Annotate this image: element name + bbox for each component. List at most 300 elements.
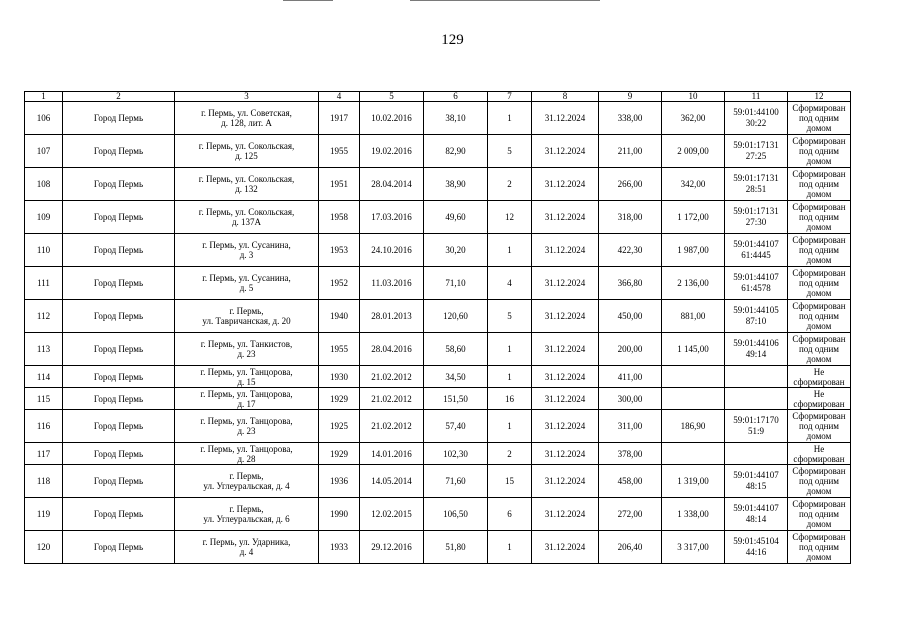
area-col9-line: 318,00 — [617, 212, 643, 222]
area-col10-line: 2 009,00 — [677, 146, 709, 156]
cadastral-number-line: 59:01:17131 — [733, 140, 779, 150]
area-value — [424, 388, 488, 410]
residents-count — [488, 388, 532, 410]
city-name-line: Город Пермь — [93, 476, 144, 486]
city-name — [63, 388, 175, 410]
area-value-line: 38,90 — [445, 179, 466, 189]
city-name-line: Город Пермь — [93, 393, 144, 404]
residents-count-line: 2 — [507, 179, 512, 189]
area-value — [424, 267, 488, 300]
build-year — [319, 267, 360, 300]
address-line: д. 28 — [237, 453, 256, 464]
row-number — [25, 531, 63, 564]
area-value — [424, 366, 488, 388]
address-line: г. Пермь, ул. Сусанина, — [202, 240, 291, 250]
city-name — [63, 267, 175, 300]
register-table — [24, 91, 851, 564]
cadastral-number-line: 27:30 — [745, 217, 767, 227]
area-col10 — [662, 201, 725, 234]
address-line: г. Пермь, ул. Сокольская, — [198, 174, 295, 184]
build-year — [319, 366, 360, 388]
area-col9 — [599, 102, 662, 135]
build-year-line: 1958 — [330, 212, 348, 222]
land-status — [788, 333, 851, 366]
table-row — [25, 102, 851, 135]
row-number-line: 115 — [36, 393, 51, 404]
cadastral-number — [725, 300, 788, 333]
cadastral-number-line: 48:14 — [745, 514, 767, 524]
row-number-line: 106 — [36, 113, 51, 123]
land-status-line: домом — [806, 288, 832, 298]
residents-count-line: 12 — [505, 212, 514, 222]
land-status-line: Сформирован — [792, 499, 846, 509]
area-value-line: 82,90 — [445, 146, 466, 156]
area-col9-line: 211,00 — [617, 146, 643, 156]
land-status — [788, 443, 851, 465]
deadline-date-line: 31.12.2024 — [544, 245, 586, 255]
city-name-line: Город Пермь — [93, 344, 144, 354]
address-line: ул. Углеуральская, д. 4 — [203, 481, 290, 491]
top-edge-line — [410, 0, 600, 1]
deadline-date — [532, 333, 599, 366]
table-row — [25, 135, 851, 168]
build-year — [319, 531, 360, 564]
build-year-line: 1925 — [330, 421, 348, 431]
build-year-line: 1953 — [330, 245, 348, 255]
address-line: д. 23 — [237, 426, 256, 436]
area-value — [424, 443, 488, 465]
residents-count — [488, 135, 532, 168]
land-status-line: домом — [806, 189, 832, 199]
land-status-line: домом — [806, 519, 832, 529]
deadline-date — [532, 410, 599, 443]
land-status — [788, 234, 851, 267]
deadline-date-line: 31.12.2024 — [544, 179, 586, 189]
area-col10 — [662, 465, 725, 498]
build-year-line: 1952 — [330, 278, 348, 288]
cadastral-number — [725, 201, 788, 234]
row-number-line: 120 — [36, 542, 51, 552]
city-name-line: Город Пермь — [93, 179, 144, 189]
cadastral-number — [725, 234, 788, 267]
build-year-line: 1930 — [330, 371, 348, 382]
address-line: г. Пермь, ул. Советская, — [201, 108, 292, 118]
cadastral-number — [725, 102, 788, 135]
area-col10 — [662, 135, 725, 168]
area-value-line: 49,60 — [445, 212, 466, 222]
address — [175, 267, 319, 300]
row-number-line: 116 — [36, 421, 51, 431]
city-name-line: Город Пермь — [93, 509, 144, 519]
area-value-line: 58,60 — [445, 344, 466, 354]
build-year — [319, 443, 360, 465]
cadastral-number — [725, 168, 788, 201]
cadastral-number-line: 59:01:17131 — [733, 173, 779, 183]
area-col9 — [599, 234, 662, 267]
city-name — [63, 234, 175, 267]
build-year-line: 1955 — [330, 146, 348, 156]
land-status-line: домом — [806, 354, 832, 364]
address-line: д. 4 — [239, 547, 254, 557]
land-status-line: Сформирован — [792, 235, 846, 245]
area-value — [424, 498, 488, 531]
city-name — [63, 333, 175, 366]
area-value-line: 51,80 — [445, 542, 466, 552]
row-number — [25, 102, 63, 135]
address-line: д. 17 — [237, 398, 256, 409]
area-col9-line: 206,40 — [617, 542, 643, 552]
land-status-line: под одним — [798, 509, 840, 519]
recognition-date-line: 11.03.2016 — [371, 278, 412, 288]
recognition-date-line: 14.01.2016 — [371, 448, 412, 459]
address-line: г. Пермь, — [229, 306, 264, 316]
area-col9-line: 200,00 — [617, 344, 643, 354]
build-year-line: 1990 — [330, 509, 348, 519]
area-col10-line: 3 317,00 — [677, 542, 709, 552]
row-number-line: 109 — [36, 212, 51, 222]
deadline-date — [532, 267, 599, 300]
build-year-line: 1955 — [330, 344, 348, 354]
table-row — [25, 333, 851, 366]
land-status-line: домом — [806, 552, 832, 562]
cadastral-number-line: 51:9 — [747, 426, 764, 436]
area-value-line: 71,60 — [445, 476, 466, 486]
column-header: 4 — [319, 92, 360, 102]
residents-count — [488, 267, 532, 300]
area-col10-line: 1 319,00 — [677, 476, 709, 486]
recognition-date-line: 29.12.2016 — [371, 542, 412, 552]
area-value-line: 57,40 — [445, 421, 466, 431]
column-header: 5 — [360, 92, 424, 102]
land-status-line: домом — [806, 222, 832, 232]
land-status-line: под одним — [798, 179, 840, 189]
cadastral-number — [725, 135, 788, 168]
residents-count-line: 5 — [507, 146, 512, 156]
recognition-date-line: 19.02.2016 — [371, 146, 412, 156]
area-col10 — [662, 443, 725, 465]
address-line: г. Пермь, ул. Танкистов, — [200, 339, 293, 349]
residents-count-line: 15 — [505, 476, 514, 486]
build-year — [319, 135, 360, 168]
deadline-date-line: 31.12.2024 — [544, 344, 586, 354]
recognition-date-line: 28.01.2013 — [371, 311, 412, 321]
residents-count — [488, 443, 532, 465]
deadline-date-line: 31.12.2024 — [544, 448, 586, 459]
area-col9 — [599, 135, 662, 168]
city-name-line: Город Пермь — [93, 212, 144, 222]
area-col10 — [662, 102, 725, 135]
city-name-line: Город Пермь — [93, 448, 144, 459]
address — [175, 102, 319, 135]
area-value-line: 106,50 — [443, 509, 468, 519]
residents-count — [488, 234, 532, 267]
residents-count-line: 1 — [507, 542, 512, 552]
land-status — [788, 388, 851, 410]
area-value — [424, 300, 488, 333]
area-value — [424, 234, 488, 267]
city-name-line: Город Пермь — [93, 421, 144, 431]
row-number — [25, 443, 63, 465]
recognition-date — [360, 366, 424, 388]
recognition-date — [360, 388, 424, 410]
cadastral-number — [725, 410, 788, 443]
deadline-date — [532, 531, 599, 564]
cadastral-number-line: 44:16 — [745, 547, 767, 557]
land-status-line: Сформирован — [792, 268, 846, 278]
area-value-line: 120,60 — [443, 311, 468, 321]
area-col10 — [662, 366, 725, 388]
address-line: г. Пермь, ул. Танцорова, — [200, 388, 293, 399]
recognition-date — [360, 168, 424, 201]
deadline-date-line: 31.12.2024 — [544, 509, 586, 519]
recognition-date — [360, 300, 424, 333]
area-value-line: 30,20 — [445, 245, 466, 255]
column-header: 8 — [532, 92, 599, 102]
recognition-date — [360, 234, 424, 267]
row-number — [25, 234, 63, 267]
residents-count-line: 16 — [505, 393, 514, 404]
land-status-line: под одним — [798, 476, 840, 486]
area-col9-line: 272,00 — [617, 509, 643, 519]
residents-count — [488, 531, 532, 564]
deadline-date — [532, 168, 599, 201]
deadline-date-line: 31.12.2024 — [544, 146, 586, 156]
address — [175, 234, 319, 267]
city-name — [63, 135, 175, 168]
deadline-date-line: 31.12.2024 — [544, 542, 586, 552]
area-value-line: 102,30 — [443, 448, 468, 459]
area-col10 — [662, 498, 725, 531]
city-name — [63, 443, 175, 465]
build-year — [319, 388, 360, 410]
deadline-date-line: 31.12.2024 — [544, 278, 586, 288]
area-col9-line: 266,00 — [617, 179, 643, 189]
city-name — [63, 102, 175, 135]
area-value — [424, 531, 488, 564]
land-status — [788, 410, 851, 443]
column-header: 3 — [175, 92, 319, 102]
cadastral-number-line: 87:10 — [745, 316, 767, 326]
area-col10 — [662, 234, 725, 267]
area-col10 — [662, 388, 725, 410]
city-name-line: Город Пермь — [93, 311, 144, 321]
row-number-line: 111 — [37, 278, 50, 288]
recognition-date-line: 24.10.2016 — [371, 245, 412, 255]
table-row — [25, 531, 851, 564]
city-name-line: Город Пермь — [93, 245, 144, 255]
build-year-line: 1940 — [330, 311, 348, 321]
address-line: г. Пермь, ул. Танцорова, — [200, 443, 293, 454]
address-line: ул. Углеуральская, д. 6 — [203, 514, 290, 524]
cadastral-number-line: 59:01:44105 — [733, 305, 779, 315]
row-number-line: 108 — [36, 179, 51, 189]
build-year-line: 1951 — [330, 179, 348, 189]
address-line: г. Пермь, ул. Ударника, — [202, 537, 291, 547]
land-status — [788, 300, 851, 333]
address-line: г. Пермь, — [229, 471, 264, 481]
area-col10-line: 1 987,00 — [677, 245, 709, 255]
recognition-date — [360, 531, 424, 564]
residents-count-line: 1 — [507, 344, 512, 354]
area-col9 — [599, 410, 662, 443]
land-status-line: Сформирован — [792, 103, 846, 113]
residents-count-line: 1 — [507, 245, 512, 255]
land-status-line: под одним — [798, 245, 840, 255]
residents-count-line: 5 — [507, 311, 512, 321]
city-name-line: Город Пермь — [93, 146, 144, 156]
address-line: г. Пермь, ул. Танцорова, — [200, 416, 293, 426]
row-number — [25, 135, 63, 168]
land-status-line: Сформирован — [792, 411, 846, 421]
area-value-line: 71,10 — [445, 278, 466, 288]
deadline-date — [532, 388, 599, 410]
area-col9-line: 411,00 — [617, 371, 643, 382]
recognition-date-line: 28.04.2014 — [371, 179, 412, 189]
build-year-line: 1933 — [330, 542, 348, 552]
land-status-line: домом — [806, 255, 832, 265]
area-col10 — [662, 333, 725, 366]
build-year-line: 1929 — [330, 448, 348, 459]
city-name-line: Город Пермь — [93, 113, 144, 123]
land-status — [788, 498, 851, 531]
land-status-line: под одним — [798, 278, 840, 288]
build-year — [319, 234, 360, 267]
land-status-line: Не сформирован — [793, 443, 845, 464]
build-year-line: 1917 — [330, 113, 348, 123]
address — [175, 300, 319, 333]
area-col10-line: 881,00 — [680, 311, 706, 321]
cadastral-number-line: 61:4578 — [741, 283, 771, 293]
area-value — [424, 168, 488, 201]
row-number-line: 118 — [36, 476, 51, 486]
land-status-line: Сформирован — [792, 532, 846, 542]
land-status — [788, 168, 851, 201]
address — [175, 168, 319, 201]
row-number-line: 113 — [36, 344, 51, 354]
city-name — [63, 465, 175, 498]
address — [175, 443, 319, 465]
address — [175, 410, 319, 443]
area-col10 — [662, 410, 725, 443]
address-line: ул. Тавричанская, д. 20 — [202, 316, 291, 326]
land-status-line: Сформирован — [792, 334, 846, 344]
area-col9-line: 450,00 — [617, 311, 643, 321]
city-name — [63, 498, 175, 531]
row-number — [25, 410, 63, 443]
area-col10-line: 2 136,00 — [677, 278, 709, 288]
address-line: д. 128, лит. А — [221, 118, 272, 128]
column-number-row — [25, 92, 851, 102]
area-col10-line: 342,00 — [680, 179, 706, 189]
area-col9 — [599, 333, 662, 366]
deadline-date-line: 31.12.2024 — [544, 393, 586, 404]
column-header: 12 — [788, 92, 851, 102]
deadline-date — [532, 498, 599, 531]
cadastral-number-line: 30:22 — [745, 118, 767, 128]
deadline-date — [532, 135, 599, 168]
area-col9 — [599, 300, 662, 333]
row-number — [25, 300, 63, 333]
residents-count-line: 6 — [507, 509, 512, 519]
table-row — [25, 300, 851, 333]
land-status-line: домом — [806, 123, 832, 133]
table-row — [25, 168, 851, 201]
recognition-date-line: 21.02.2012 — [371, 421, 412, 431]
recognition-date — [360, 201, 424, 234]
address-line: д. 5 — [239, 283, 254, 293]
page-number: 129 — [441, 32, 464, 48]
table-row — [25, 498, 851, 531]
land-status — [788, 102, 851, 135]
address-line: д. 137А — [231, 217, 262, 227]
area-col9 — [599, 531, 662, 564]
land-status-line: Не сформирован — [793, 366, 845, 387]
residents-count — [488, 498, 532, 531]
row-number — [25, 465, 63, 498]
area-col10-line: 1 338,00 — [677, 509, 709, 519]
row-number — [25, 388, 63, 410]
column-header: 10 — [662, 92, 725, 102]
residents-count — [488, 201, 532, 234]
deadline-date — [532, 465, 599, 498]
city-name — [63, 168, 175, 201]
land-status-line: домом — [806, 321, 832, 331]
deadline-date — [532, 102, 599, 135]
land-status-line: под одним — [798, 344, 840, 354]
deadline-date-line: 31.12.2024 — [544, 311, 586, 321]
area-value — [424, 410, 488, 443]
cadastral-number-line: 28:51 — [745, 184, 767, 194]
land-status-line: под одним — [798, 542, 840, 552]
area-col9-line: 300,00 — [617, 393, 643, 404]
area-col9 — [599, 443, 662, 465]
table-row — [25, 443, 851, 465]
column-header: 6 — [424, 92, 488, 102]
column-header: 2 — [63, 92, 175, 102]
table-row — [25, 234, 851, 267]
area-col10 — [662, 531, 725, 564]
recognition-date-line: 14.05.2014 — [371, 476, 412, 486]
residents-count-line: 2 — [507, 448, 512, 459]
row-number — [25, 366, 63, 388]
area-col10-line: 1 145,00 — [677, 344, 709, 354]
cadastral-number-line: 48:15 — [745, 481, 767, 491]
deadline-date-line: 31.12.2024 — [544, 371, 586, 382]
row-number — [25, 267, 63, 300]
residents-count — [488, 102, 532, 135]
address-line: д. 23 — [237, 349, 256, 359]
column-header: 7 — [488, 92, 532, 102]
area-col9-line: 366,80 — [617, 278, 643, 288]
column-header: 9 — [599, 92, 662, 102]
cadastral-number — [725, 443, 788, 465]
recognition-date-line: 17.03.2016 — [371, 212, 412, 222]
address-line: д. 125 — [235, 151, 258, 161]
area-value — [424, 135, 488, 168]
row-number — [25, 168, 63, 201]
deadline-date — [532, 234, 599, 267]
recognition-date — [360, 465, 424, 498]
build-year — [319, 201, 360, 234]
cadastral-number — [725, 333, 788, 366]
area-value — [424, 465, 488, 498]
area-col9-line: 378,00 — [617, 448, 643, 459]
table-row — [25, 410, 851, 443]
area-col9 — [599, 201, 662, 234]
address — [175, 465, 319, 498]
build-year — [319, 498, 360, 531]
build-year-line: 1929 — [330, 393, 348, 404]
